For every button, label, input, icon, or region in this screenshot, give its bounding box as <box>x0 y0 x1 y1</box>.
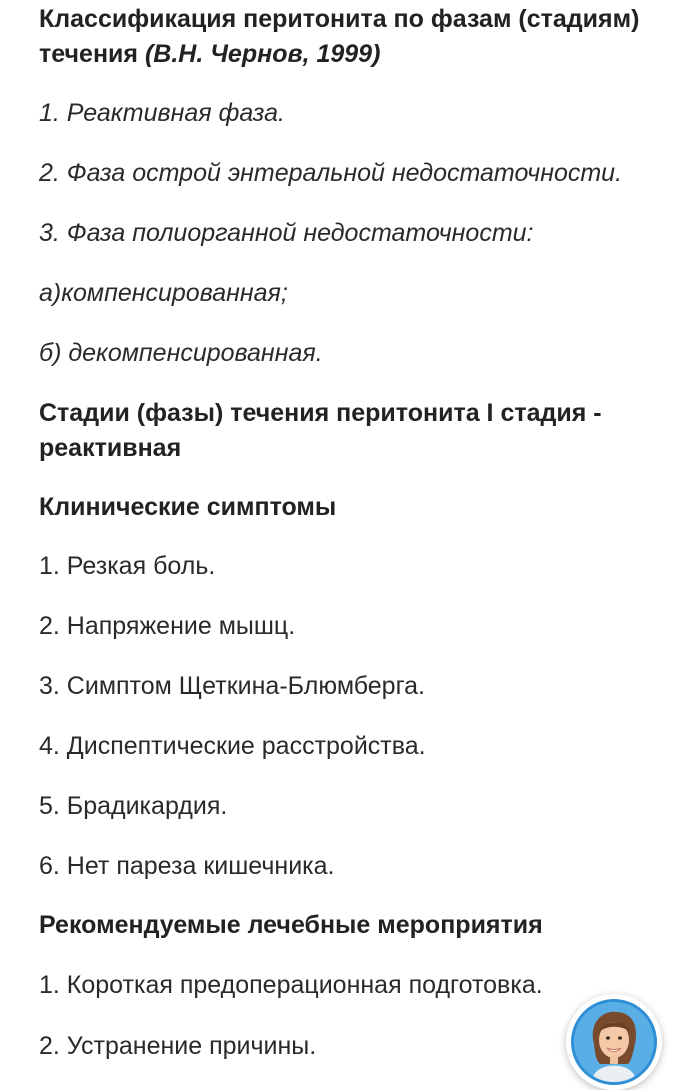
phase-subitem: а)компенсированная; <box>39 279 288 307</box>
symptom-item: 5. Брадикардия. <box>39 792 228 820</box>
treatment-heading: Рекомендуемые лечебные мероприятия <box>39 911 543 939</box>
symptom-item: 6. Нет пареза кишечника. <box>39 852 335 880</box>
classification-heading-citation: (В.Н. Чернов, 1999) <box>144 40 381 68</box>
treatment-item: 1. Короткая предоперационная подготовка. <box>39 971 543 999</box>
phase-item: 3. Фаза полиорганной недостаточности: <box>39 219 534 247</box>
classification-heading-main: Классификация перитонита по фазам (стадиям) течения <box>39 5 640 68</box>
phase-item: 2. Фаза острой энтеральной недостаточности. <box>39 159 623 187</box>
phase-item: 1. Реактивная фаза. <box>39 99 285 127</box>
stage-heading: Стадии (фазы) течения перитонита I стадия - реактивная <box>39 399 602 462</box>
phase-subitem: б) декомпенсированная. <box>39 339 323 367</box>
assistant-avatar-button[interactable] <box>566 994 662 1090</box>
symptoms-heading: Клинические симптомы <box>39 493 337 521</box>
symptom-item: 2. Напряжение мышц. <box>39 612 296 640</box>
symptom-item: 3. Симптом Щеткина-Блюмберга. <box>39 672 425 700</box>
classification-heading <box>39 2 679 72</box>
treatment-item: 2. Устранение причины. <box>39 1032 317 1060</box>
assistant-avatar-icon <box>571 999 657 1085</box>
symptom-item: 4. Диспептические расстройства. <box>39 732 426 760</box>
avatar-portrait <box>574 1002 654 1082</box>
symptom-item: 1. Резкая боль. <box>39 552 216 580</box>
